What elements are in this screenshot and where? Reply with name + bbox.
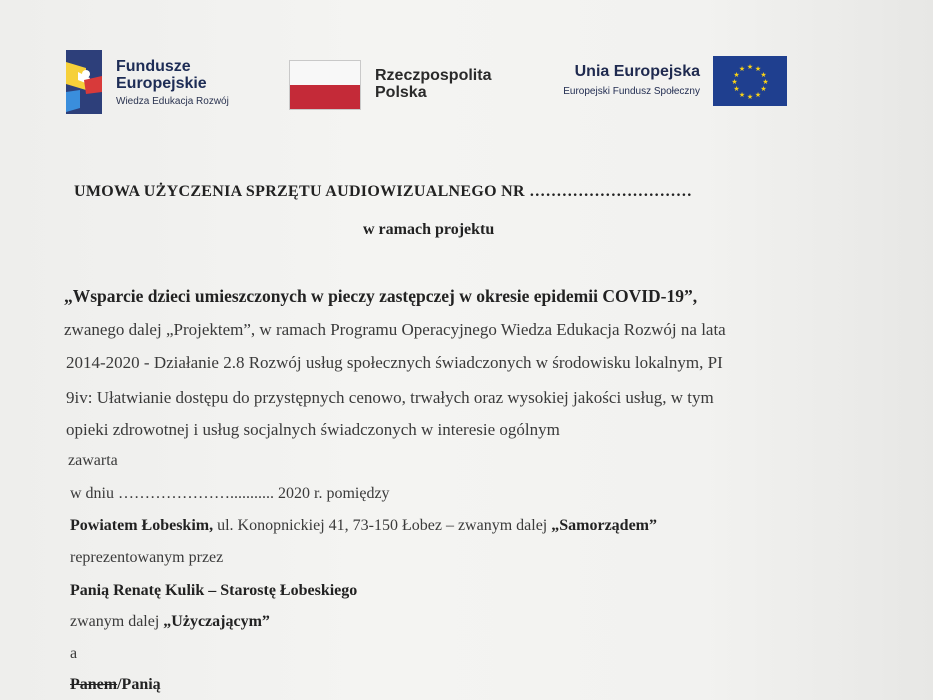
pl-line2: Polska bbox=[375, 84, 427, 101]
paragraph-line-3: 9iv: Ułatwianie dostępu do przystępnych cenowo, trwałych oraz wysokiej jakości usług, w tym bbox=[66, 388, 714, 407]
document-subtitle: w ramach projektu bbox=[363, 221, 495, 238]
unia-europejska-text bbox=[545, 63, 700, 97]
representative-name: Panią Renatę Kulik – Starostę Łobeskiego bbox=[70, 582, 358, 599]
svg-text:★: ★ bbox=[754, 65, 762, 73]
project-name: „Wsparcie dzieci umieszczonych w pieczy zastępczej w okresie epidemii COVID-19”, bbox=[64, 286, 698, 306]
eu-title: Unia Europejska bbox=[574, 63, 700, 80]
date-line: w dniu …………………........... 2020 r. pomiędzy bbox=[70, 485, 390, 502]
zawarta-text: zawarta bbox=[68, 452, 118, 469]
svg-text:★: ★ bbox=[731, 78, 738, 86]
and-text: a bbox=[70, 645, 78, 662]
fe-line1: Fundusze bbox=[116, 58, 191, 75]
party1-address: ul. Konopnickiej 41, 73-150 Łobez – zwanym dalej bbox=[213, 517, 552, 534]
fe-subtitle: Wiedza Edukacja Rozwój bbox=[116, 96, 229, 107]
polish-flag-icon bbox=[289, 60, 361, 110]
panem-struck: Panem bbox=[70, 676, 118, 693]
party1-line bbox=[70, 517, 657, 535]
eu-subtitle: Europejski Fundusz Społeczny bbox=[563, 86, 700, 97]
fundusze-europejskie-text bbox=[116, 58, 229, 107]
represented-by: reprezentowanym przez bbox=[70, 549, 224, 566]
svg-text:★: ★ bbox=[733, 71, 740, 79]
svg-text:★: ★ bbox=[738, 91, 746, 99]
svg-text:★: ★ bbox=[760, 85, 767, 93]
eu-flag-icon bbox=[713, 56, 787, 106]
pl-line1: Rzeczpospolita bbox=[375, 67, 492, 84]
called-alias: „Użyczającym” bbox=[163, 613, 270, 630]
party2-salutation bbox=[70, 676, 161, 694]
svg-text:★: ★ bbox=[762, 78, 769, 86]
document-title: UMOWA UŻYCZENIA SPRZĘTU AUDIOWIZUALNEGO NR ………………………… bbox=[74, 183, 693, 200]
pania-text: /Panią bbox=[117, 676, 161, 693]
svg-text:★: ★ bbox=[746, 93, 754, 101]
fundusze-europejskie-logo-icon bbox=[66, 50, 106, 116]
svg-text:★: ★ bbox=[738, 65, 746, 73]
rzeczpospolita-polska-text bbox=[375, 67, 491, 101]
fe-line2: Europejskie bbox=[116, 75, 207, 92]
paragraph-line-1: zwanego dalej „Projektem”, w ramach Programu Operacyjnego Wiedza Edukacja Rozwój na lata bbox=[64, 320, 726, 339]
paragraph-line-2: 2014-2020 - Działanie 2.8 Rozwój usług społecznych świadczonych w środowisku lokalnym, PI bbox=[66, 353, 723, 372]
called-line bbox=[70, 613, 270, 631]
svg-text:★: ★ bbox=[746, 63, 754, 71]
paragraph-line-4: opieki zdrowotnej i usług socjalnych świadczonych w interesie ogólnym bbox=[66, 420, 560, 439]
svg-text:★: ★ bbox=[733, 85, 740, 93]
party1-name: Powiatem Łobeskim, bbox=[70, 517, 214, 534]
svg-text:★: ★ bbox=[754, 91, 762, 99]
party1-alias: „Samorządem” bbox=[551, 517, 658, 534]
svg-text:★: ★ bbox=[760, 71, 767, 79]
called-prefix: zwanym dalej bbox=[70, 613, 164, 630]
